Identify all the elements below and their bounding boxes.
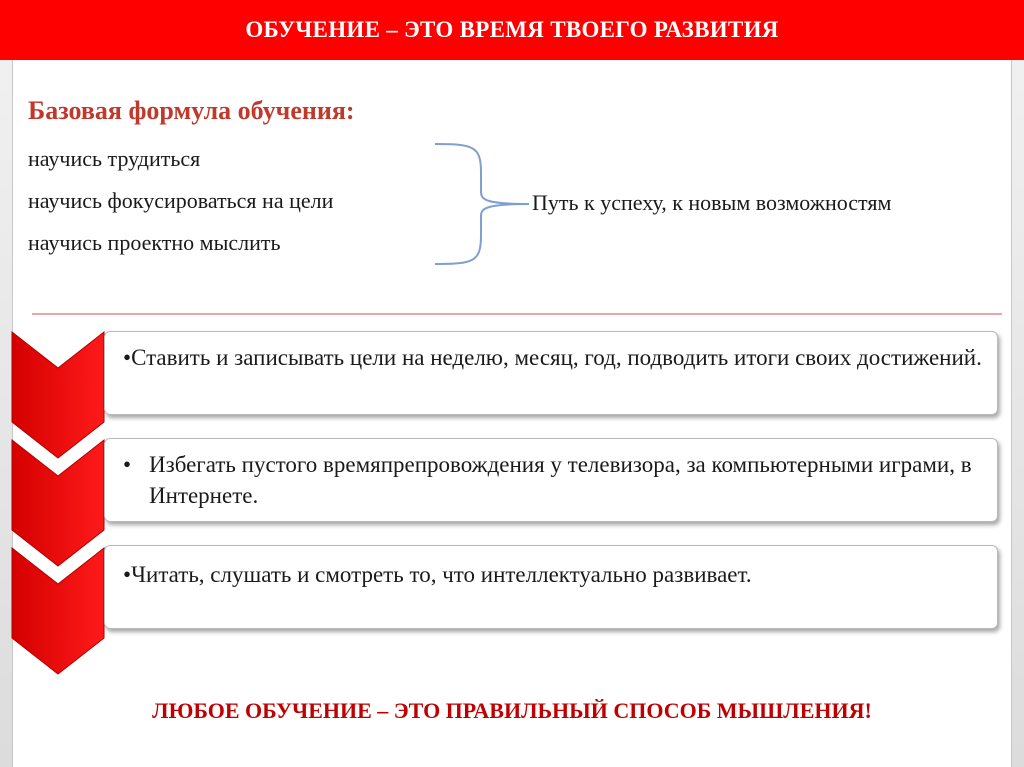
- step-text: Читать, слушать и смотреть то, что интеллектуально развивает.: [131, 562, 752, 587]
- slide-title: ОБУЧЕНИЕ – ЭТО ВРЕМЯ ТВОЕГО РАЗВИТИЯ: [245, 17, 779, 42]
- step-text: Избегать пустого времяпрепровождения у телевизора, за компьютерными играми, в Интернете.: [149, 452, 972, 508]
- bullet: •: [123, 562, 132, 587]
- footer-slogan: ЛЮБОЕ ОБУЧЕНИЕ – ЭТО ПРАВИЛЬНЫЙ СПОСОБ МЫШЛЕНИЯ!: [152, 698, 872, 723]
- chevron-arrows: [10, 322, 110, 678]
- step-text: Ставить и записывать цели на неделю, месяц, год, подводить итоги своих достижений.: [131, 345, 982, 370]
- chevron-down-icon: [12, 332, 104, 458]
- step-box-goals: [104, 331, 998, 415]
- bullet: •: [123, 345, 132, 370]
- formula-item-work: научись трудиться: [28, 146, 201, 171]
- formula-result: Путь к успеху, к новым возможностям: [532, 190, 892, 215]
- formula-item-project-thinking: научись проектно мыслить: [28, 230, 281, 255]
- step-box-avoid-idle: [104, 438, 998, 522]
- curly-brace-icon: [433, 142, 543, 266]
- right-side-strip: [1011, 0, 1024, 767]
- chevron-down-icon: [12, 440, 104, 566]
- formula-item-focus: научись фокусироваться на цели: [28, 188, 334, 213]
- step-box-read-listen: [104, 545, 998, 629]
- chevron-down-icon: [12, 548, 104, 674]
- bullet: •: [123, 452, 132, 477]
- formula-title: Базовая формула обучения:: [28, 96, 355, 125]
- section-divider: [32, 313, 1002, 315]
- slide-header: [0, 0, 1024, 60]
